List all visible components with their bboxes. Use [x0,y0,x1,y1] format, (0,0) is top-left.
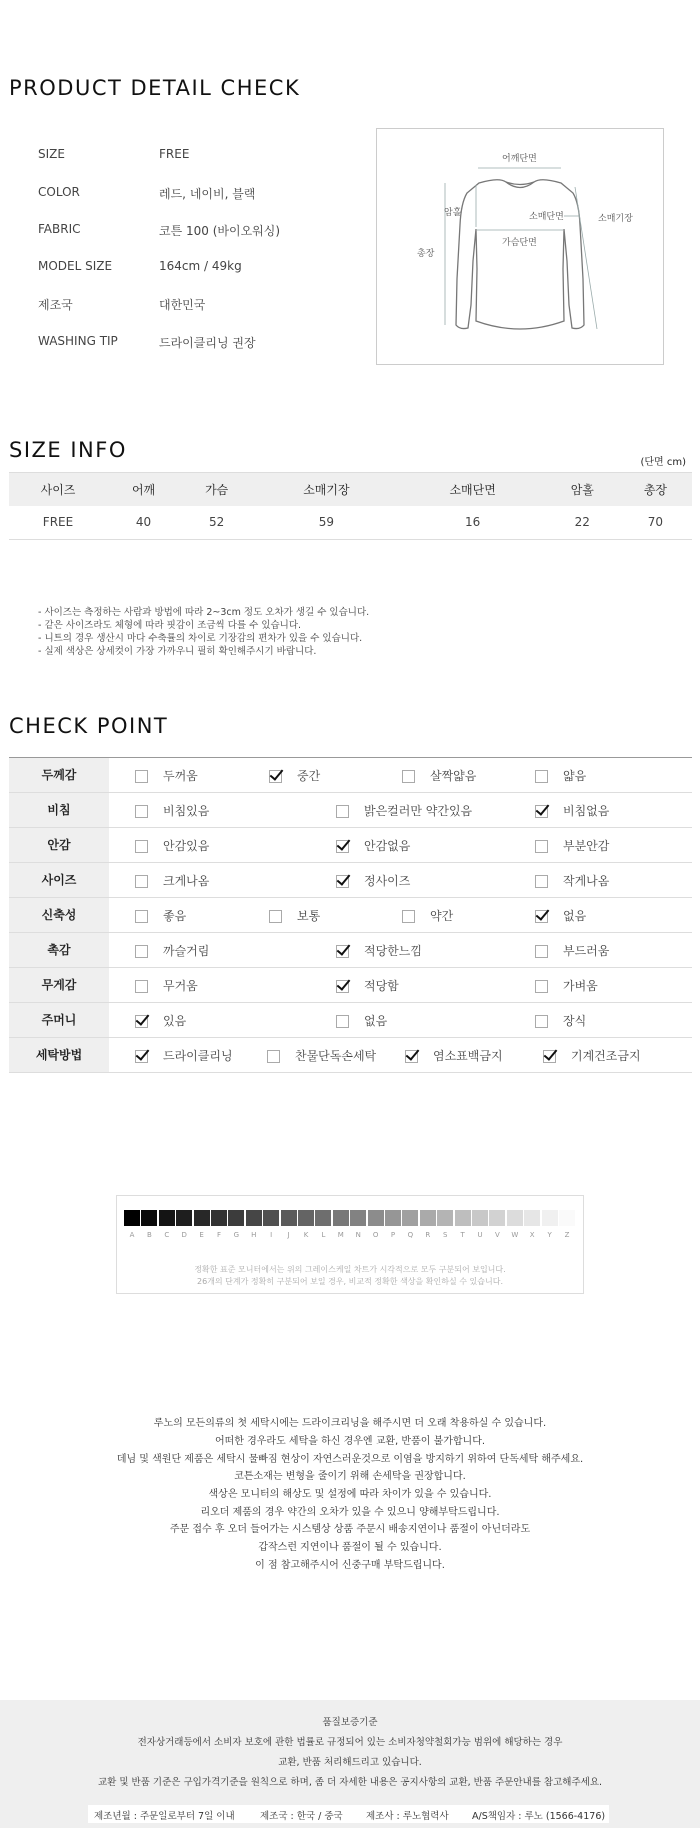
checkbox-empty-icon[interactable] [535,980,548,993]
spec-key: MODEL SIZE [38,259,113,273]
label-sleeve-width: 소매단면 [529,212,564,222]
check-option-label: 찬물단독손세탁 [295,1049,377,1063]
spec-row-fabric [38,222,358,242]
gray-letter: D [181,1231,187,1239]
gray-swatch [228,1210,244,1226]
gray-letter: Z [564,1231,570,1239]
gray-swatch [437,1210,453,1226]
notice-line: 데님 및 색원단 제품은 세탁시 물빠짐 현상이 자연스러운것으로 이염을 방지하기 위하여 단독세탁 해주세요. [116,1454,584,1465]
size-table-header [9,473,692,506]
gray-swatch [524,1210,540,1226]
check-option-label: 정사이즈 [364,874,411,888]
size-note: - 사이즈는 측정하는 사람과 방법에 따라 2~3cm 정도 오차가 생길 수 있습니다. [38,607,370,618]
check-row [9,898,692,933]
checkbox-empty-icon[interactable] [269,910,282,923]
check-option-label: 약간 [430,909,454,923]
notice-line: 주문 접수 후 오더 들어가는 시스템상 상품 주문시 배송지연이나 품절이 아닌더라도 [169,1524,531,1535]
check-option-label: 좋음 [163,909,187,923]
check-option-label: 기계건조금지 [571,1049,641,1063]
size-header-cell: 암홀 [546,473,619,506]
check-row [9,863,692,898]
gray-swatch [141,1210,157,1226]
check-point-title: CHECK POINT [9,714,169,738]
checkbox-empty-icon[interactable] [135,770,148,783]
gray-swatch [455,1210,471,1226]
size-header-cell: 총장 [619,473,692,506]
check-option-label: 보통 [297,909,321,923]
footer-line: 전자상거래등에서 소비자 보호에 관한 법률로 규정되어 있는 소비자청약철회가능 범위에 해당하는 경우 [137,1737,563,1748]
footer-info-bar [88,1805,609,1823]
check-row [9,758,692,793]
gray-swatch [472,1210,488,1226]
gray-swatch [385,1210,401,1226]
checkbox-checked-icon[interactable] [135,1015,148,1028]
size-header-cell: 소매단면 [400,473,546,506]
gray-letter: W [511,1231,519,1239]
gray-swatch [159,1210,175,1226]
notice-line: 루노의 모든의류의 첫 세탁시에는 드라이크리닝을 해주시면 더 오래 착용하실 수 있습니다. [153,1418,547,1429]
checkbox-checked-icon[interactable] [135,1050,148,1063]
gray-letter: U [477,1231,483,1239]
checkbox-empty-icon[interactable] [535,1015,548,1028]
checkbox-checked-icon[interactable] [535,910,548,923]
gray-swatch [507,1210,523,1226]
checkbox-empty-icon[interactable] [535,770,548,783]
gray-letter: T [460,1231,465,1239]
checkbox-checked-icon[interactable] [336,840,349,853]
footer-line: 교환 및 반품 기준은 구입가격기준을 원칙으로 하며, 좀 더 자세한 내용은 공지사항의 교환, 반품 주문안내를 참고해주세요. [97,1777,603,1788]
check-option-label: 부분안감 [563,839,610,853]
check-option-label: 비침없음 [563,804,610,818]
checkbox-empty-icon[interactable] [135,805,148,818]
size-info-title: SIZE INFO [9,438,127,462]
grayscale-chart [116,1195,584,1294]
size-notes [38,606,369,658]
gray-swatch [263,1210,279,1226]
check-row-label: 무게감 [9,968,109,1002]
checkbox-checked-icon[interactable] [269,770,282,783]
checkbox-empty-icon[interactable] [135,980,148,993]
check-row [9,1003,692,1038]
spec-value: 드라이클리닝 권장 [159,336,256,350]
notice-line: 어떠한 경우라도 세탁을 하신 경우엔 교환, 반품이 불가합니다. [214,1436,486,1447]
gray-swatch [246,1210,262,1226]
spec-key: 제조국 [38,298,73,312]
size-cell: 59 [253,506,399,540]
checkbox-empty-icon[interactable] [135,840,148,853]
gray-swatch [489,1210,505,1226]
gray-swatch [211,1210,227,1226]
footer-info: A/S책임자 : 루노 (1566-4176) [472,1811,606,1822]
footer-info: 제조사 : 루노협력사 [366,1811,449,1822]
checkbox-empty-icon[interactable] [135,875,148,888]
gray-swatch [315,1210,331,1226]
size-cell: 70 [619,506,692,540]
check-row [9,1038,692,1073]
check-option-label: 부드러움 [563,944,610,958]
gray-letter: H [251,1231,257,1239]
checkbox-checked-icon[interactable] [336,875,349,888]
check-option-label: 없음 [563,909,587,923]
notice-line: 리오더 제품의 경우 약간의 오차가 있을 수 있으니 양해부탁드립니다. [200,1507,500,1518]
check-point-table [9,757,692,1073]
quality-guarantee [0,1700,700,1828]
checkbox-checked-icon[interactable] [543,1050,556,1063]
size-unit: (단면 cm) [640,457,686,468]
check-row [9,793,692,828]
gray-swatch [298,1210,314,1226]
check-option-label: 염소표백금지 [433,1049,503,1063]
gray-swatch [420,1210,436,1226]
notice-line: 코튼소재는 변형을 줄이기 위해 손세탁을 권장합니다. [234,1471,466,1482]
check-option-label: 드라이클리닝 [163,1049,233,1063]
gray-letter: N [355,1231,361,1239]
label-chest: 가슴단면 [502,238,537,248]
check-option-label: 적당한느낌 [364,944,422,958]
size-cell: 52 [180,506,253,540]
gray-letter: E [199,1231,204,1239]
spec-row-color [38,185,358,205]
footer-title: 품질보증기준 [322,1717,378,1728]
check-row-label: 주머니 [9,1003,109,1037]
spec-value: 코튼 100 (바이오워싱) [159,224,281,238]
check-option-label: 크게나옴 [163,874,210,888]
check-option-label: 까슬거림 [163,944,210,958]
size-note: - 실제 색상은 상세컷이 가장 가까우니 필히 확인해주시기 바랍니다. [38,646,317,657]
gray-swatch [176,1210,192,1226]
check-option-label: 얇음 [563,769,587,783]
size-note: - 니트의 경우 생산시 마다 수축률의 차이로 기장감의 편차가 있을 수 있습니다. [38,633,363,644]
spec-row-size [38,147,358,167]
detail-title: PRODUCT DETAIL CHECK [9,76,301,100]
checkbox-checked-icon[interactable] [405,1050,418,1063]
check-option-label: 가벼움 [563,979,598,993]
gray-letter: B [146,1231,152,1239]
check-option-label: 두꺼움 [163,769,198,783]
label-length: 총장 [417,249,435,259]
spec-value: 164cm / 49kg [159,259,242,273]
table-row [9,506,692,540]
checkbox-empty-icon[interactable] [535,875,548,888]
check-option-label: 적당함 [364,979,399,993]
check-row [9,933,692,968]
gray-swatch [368,1210,384,1226]
notice-line: 색상은 모니터의 해상도 및 설정에 따라 차이가 있을 수 있습니다. [208,1489,492,1500]
label-shoulder: 어깨단면 [502,154,537,164]
checkbox-empty-icon[interactable] [336,805,349,818]
check-row-label: 두께감 [9,758,109,792]
notice-line: 이 점 참고해주시어 신중구매 부탁드립니다. [255,1560,445,1571]
size-header-cell: 어깨 [107,473,180,506]
size-header-cell: 소매기장 [253,473,399,506]
check-option-label: 밝은컬러만 약간있음 [364,804,473,818]
check-option-label: 중간 [297,769,321,783]
spec-value: 레드, 네이비, 블랙 [159,187,256,201]
gray-letter: R [425,1231,431,1239]
gray-swatch [194,1210,210,1226]
checkbox-empty-icon[interactable] [402,910,415,923]
spec-key: SIZE [38,147,65,161]
size-cell: 40 [107,506,180,540]
check-row-label: 비침 [9,793,109,827]
gray-letter: Y [547,1231,552,1239]
checkbox-checked-icon[interactable] [535,805,548,818]
check-option-label: 비침있음 [163,804,210,818]
gray-letter: I [270,1231,273,1239]
check-row-label: 세탁방법 [9,1038,109,1072]
check-row [9,968,692,1003]
checkbox-empty-icon[interactable] [535,840,548,853]
footer-info: 제조국 : 한국 / 중국 [260,1811,343,1822]
size-header-cell: 사이즈 [9,473,107,506]
checkbox-empty-icon[interactable] [336,1015,349,1028]
footer-info: 제조년월 : 주문일로부터 7일 이내 [94,1811,235,1822]
spec-row-origin [38,296,358,316]
check-option-label: 무거움 [163,979,198,993]
gray-letter: M [337,1231,344,1239]
spec-row-washing-tip [38,334,358,354]
check-row-label: 신축성 [9,898,109,932]
spec-key: COLOR [38,185,80,199]
gray-letter: A [129,1231,135,1239]
spec-key: WASHING TIP [38,334,118,348]
footer-line: 교환, 반품 처리해드리고 있습니다. [278,1757,422,1768]
spec-value: FREE [159,147,190,161]
check-row [9,828,692,863]
gray-swatch [542,1210,558,1226]
check-option-label: 작게나옴 [563,874,610,888]
checkbox-checked-icon[interactable] [336,980,349,993]
check-row-label: 촉감 [9,933,109,967]
gray-letter: K [303,1231,309,1239]
notice-line: 갑작스런 지연이나 품절이 될 수 있습니다. [258,1542,442,1553]
gray-swatch [124,1210,140,1226]
spec-value: 대한민국 [159,298,206,312]
gray-letter: V [494,1231,500,1239]
size-note: - 같은 사이즈라도 체형에 따라 핏감이 조금씩 다를 수 있습니다. [38,620,302,631]
checkbox-empty-icon[interactable] [402,770,415,783]
check-option-label: 살짝얇음 [430,769,477,783]
label-armhole: 암홀 [444,208,462,218]
gray-swatch [402,1210,418,1226]
size-cell: FREE [9,506,107,540]
size-table [9,472,692,540]
checkbox-empty-icon[interactable] [267,1050,280,1063]
check-option-label: 있음 [163,1014,187,1028]
label-sleeve-length: 소매기장 [598,214,633,224]
check-option-label: 안감있음 [163,839,210,853]
gray-swatch [281,1210,297,1226]
gray-swatch [559,1210,575,1226]
gray-letter: G [233,1231,240,1239]
checkbox-empty-icon[interactable] [135,945,148,958]
gray-letter: L [321,1231,326,1239]
check-row-label: 사이즈 [9,863,109,897]
gray-letter: Q [407,1231,414,1239]
gray-letter: C [164,1231,170,1239]
gray-letter: F [216,1231,222,1239]
gray-swatch [333,1210,349,1226]
checkbox-empty-icon[interactable] [135,910,148,923]
check-row-label: 안감 [9,828,109,862]
check-option-label: 장식 [563,1014,587,1028]
size-cell: 22 [546,506,619,540]
garment-diagram [376,128,664,365]
check-option-label: 안감없음 [364,839,411,853]
checkbox-checked-icon[interactable] [336,945,349,958]
grayscale-caption: 정확한 표준 모니터에서는 위의 그레이스케일 차트가 시각적으로 모두 구분되어 보입니다. [194,1265,506,1274]
gray-swatch [350,1210,366,1226]
spec-key: FABRIC [38,222,81,236]
gray-letter: O [372,1231,379,1239]
gray-letter: P [390,1231,396,1239]
grayscale-caption: 26개의 단계가 정확히 구분되어 보일 경우, 비교적 정확한 색상을 확인하실 수 있습니다. [197,1277,503,1286]
gray-letter: J [287,1231,290,1239]
size-cell: 16 [400,506,546,540]
tshirt-diagram-icon [377,129,663,364]
spec-row-model-size [38,259,358,279]
check-option-label: 없음 [364,1014,388,1028]
gray-letter: S [442,1231,448,1239]
gray-letter: X [529,1231,535,1239]
size-header-cell: 가슴 [180,473,253,506]
checkbox-empty-icon[interactable] [535,945,548,958]
